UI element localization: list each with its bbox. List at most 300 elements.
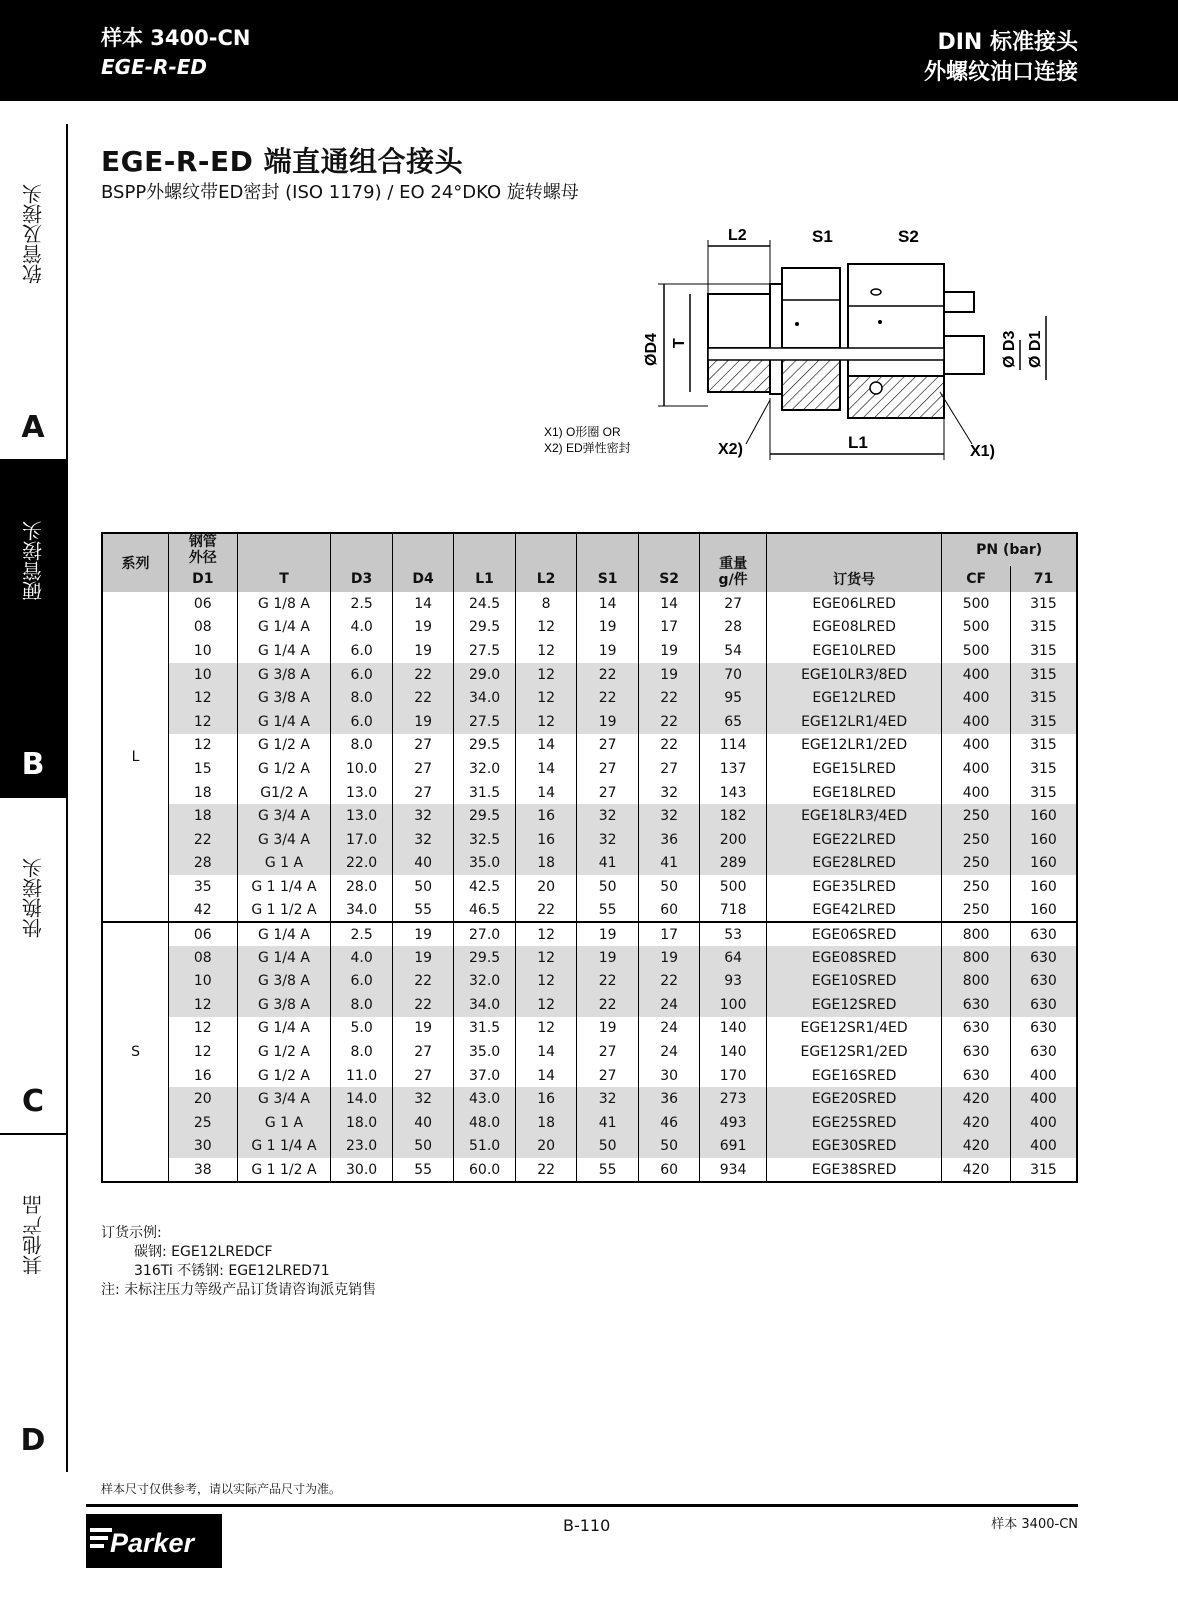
- table-cell: 18: [515, 852, 577, 876]
- table-cell: 24: [638, 993, 700, 1017]
- footer-divider: [86, 1504, 1078, 1507]
- pressure-note: 注: 未标注压力等级产品订货请咨询派克销售: [101, 1282, 377, 1298]
- order-example-carbon: 碳钢: EGE12LREDCF: [134, 1244, 273, 1260]
- col-71: 71: [1010, 566, 1077, 592]
- callout-x2: X2): [718, 441, 743, 458]
- table-cell: 34.0: [331, 899, 393, 923]
- table-cell: 630: [1010, 1017, 1077, 1041]
- table-cell: 30: [638, 1064, 700, 1088]
- table-cell: 14: [392, 592, 454, 616]
- table-row: [102, 734, 1077, 758]
- section-subtitle: 外螺纹油口连接: [923, 60, 1078, 85]
- table-row: [102, 852, 1077, 876]
- order-example-stainless: 316Ti 不锈钢: EGE12LRED71: [134, 1263, 330, 1279]
- table-cell: 70: [700, 663, 767, 687]
- table-cell: 140: [700, 1040, 767, 1064]
- table-cell: 12: [515, 663, 577, 687]
- table-cell: 12: [515, 993, 577, 1017]
- table-cell: 10: [169, 970, 238, 994]
- table-cell: 27: [392, 757, 454, 781]
- table-cell: 23.0: [331, 1135, 393, 1159]
- table-cell: G 1/2 A: [237, 1040, 331, 1064]
- table-cell: 50: [577, 875, 639, 899]
- col-l2: L2: [515, 566, 577, 592]
- table-cell: 30.0: [331, 1158, 393, 1182]
- table-cell: 24: [638, 1017, 700, 1041]
- section-title: DIN 标准接头: [937, 30, 1078, 55]
- table-cell: EGE18LRED: [766, 781, 941, 805]
- table-row: [102, 781, 1077, 805]
- table-row: [102, 1017, 1077, 1041]
- table-cell: 5.0: [331, 1017, 393, 1041]
- spec-table: [101, 532, 1078, 1183]
- table-cell: 27.5: [454, 710, 516, 734]
- table-cell: 315: [1010, 781, 1077, 805]
- table-cell: 630: [942, 1040, 1011, 1064]
- table-row: [102, 946, 1077, 970]
- table-cell: 273: [700, 1087, 767, 1111]
- table-cell: 32: [392, 804, 454, 828]
- table-cell: 27: [392, 1040, 454, 1064]
- table-cell: G1/2 A: [237, 781, 331, 805]
- table-cell: 16: [515, 1087, 577, 1111]
- footer-disclaimer: 样本尺寸仅供参考，请以实际产品尺寸为准。: [101, 1482, 342, 1496]
- table-cell: 16: [515, 804, 577, 828]
- table-cell: 400: [942, 710, 1011, 734]
- col-s1: S1: [577, 566, 639, 592]
- table-cell: 19: [577, 710, 639, 734]
- dim-d1: Ø D1: [1027, 330, 1044, 368]
- table-cell: 55: [392, 899, 454, 923]
- table-cell: 38: [169, 1158, 238, 1182]
- tab-c[interactable]: [0, 798, 66, 1135]
- col-d4: D4: [392, 566, 454, 592]
- table-cell: G 1/4 A: [237, 616, 331, 640]
- table-cell: 500: [700, 875, 767, 899]
- table-cell: 32.0: [454, 757, 516, 781]
- table-cell: 32.0: [454, 970, 516, 994]
- table-cell: 29.5: [454, 616, 516, 640]
- table-cell: 315: [1010, 734, 1077, 758]
- table-cell: 12: [169, 734, 238, 758]
- table-cell: EGE20SRED: [766, 1087, 941, 1111]
- table-cell: 493: [700, 1111, 767, 1135]
- table-cell: 12: [515, 639, 577, 663]
- table-cell: 22: [392, 663, 454, 687]
- table-cell: 60: [638, 899, 700, 923]
- table-cell: 691: [700, 1135, 767, 1159]
- table-row: [102, 592, 1077, 616]
- table-cell: 420: [942, 1087, 1011, 1111]
- table-cell: 143: [700, 781, 767, 805]
- tab-label: 快换接头: [21, 858, 46, 938]
- table-cell: 22: [392, 686, 454, 710]
- table-cell: 6.0: [331, 710, 393, 734]
- table-cell: 22: [577, 993, 639, 1017]
- table-cell: 32: [392, 1087, 454, 1111]
- table-cell: 22: [515, 899, 577, 923]
- table-cell: EGE06SRED: [766, 922, 941, 946]
- header-bar: [0, 0, 1178, 101]
- table-cell: 50: [392, 875, 454, 899]
- table-cell: 18.0: [331, 1111, 393, 1135]
- table-cell: 630: [942, 993, 1011, 1017]
- table-cell: 20: [515, 1135, 577, 1159]
- table-cell: 14: [638, 592, 700, 616]
- table-cell: EGE18LR3/4ED: [766, 804, 941, 828]
- table-cell: 55: [577, 1158, 639, 1182]
- table-cell: 22: [577, 686, 639, 710]
- table-cell: 19: [392, 639, 454, 663]
- order-example-label: 订货示例:: [101, 1225, 162, 1241]
- page-subtitle: BSPP外螺纹带ED密封 (ISO 1179) / EO 24°DKO 旋转螺母: [101, 182, 579, 203]
- dim-s1: S1: [812, 227, 833, 246]
- table-cell: EGE16SRED: [766, 1064, 941, 1088]
- col-series: 系列: [102, 533, 169, 592]
- table-cell: EGE22LRED: [766, 828, 941, 852]
- tab-letter: D: [20, 1423, 46, 1458]
- dim-s2: S2: [898, 227, 919, 246]
- table-cell: 12: [515, 970, 577, 994]
- table-cell: 18: [169, 781, 238, 805]
- table-cell: 19: [392, 922, 454, 946]
- table-cell: 14: [515, 1064, 577, 1088]
- parker-logo: [86, 1514, 222, 1568]
- table-cell: 170: [700, 1064, 767, 1088]
- table-cell: 20: [169, 1087, 238, 1111]
- table-cell: 160: [1010, 852, 1077, 876]
- table-cell: 19: [392, 616, 454, 640]
- table-cell: 8.0: [331, 1040, 393, 1064]
- tab-label: 硬管接头: [21, 521, 46, 601]
- table-cell: 42: [169, 899, 238, 923]
- table-cell: 11.0: [331, 1064, 393, 1088]
- dim-l2: L2: [728, 227, 747, 244]
- col-weight: 重量 g/件: [700, 533, 767, 592]
- table-cell: 14: [515, 734, 577, 758]
- table-cell: 4.0: [331, 616, 393, 640]
- table-cell: 50: [392, 1135, 454, 1159]
- table-cell: 29.0: [454, 663, 516, 687]
- table-cell: 19: [638, 946, 700, 970]
- table-cell: EGE12LR1/2ED: [766, 734, 941, 758]
- page-number: B-110: [563, 1516, 611, 1535]
- table-cell: 27: [577, 734, 639, 758]
- table-cell: 20: [515, 875, 577, 899]
- table-cell: 32: [638, 781, 700, 805]
- table-cell: 93: [700, 970, 767, 994]
- table-cell: 36: [638, 1087, 700, 1111]
- table-cell: G 3/4 A: [237, 828, 331, 852]
- table-cell: 29.5: [454, 946, 516, 970]
- table-cell: 46.5: [454, 899, 516, 923]
- table-cell: 37.0: [454, 1064, 516, 1088]
- table-cell: 630: [1010, 922, 1077, 946]
- table-cell: 19: [392, 946, 454, 970]
- table-cell: G 1/4 A: [237, 1017, 331, 1041]
- table-cell: 630: [942, 1064, 1011, 1088]
- table-cell: 41: [577, 852, 639, 876]
- table-cell: EGE10LRED: [766, 639, 941, 663]
- col-cf: CF: [942, 566, 1011, 592]
- table-cell: 22: [169, 828, 238, 852]
- col-d1: D1: [169, 566, 238, 592]
- table-cell: 08: [169, 946, 238, 970]
- table-cell: G 1 A: [237, 1111, 331, 1135]
- table-cell: 27: [392, 781, 454, 805]
- table-cell: 315: [1010, 757, 1077, 781]
- table-cell: 400: [942, 781, 1011, 805]
- table-cell: G 1 1/4 A: [237, 875, 331, 899]
- table-cell: 12: [169, 993, 238, 1017]
- table-cell: G 3/8 A: [237, 686, 331, 710]
- table-cell: EGE25SRED: [766, 1111, 941, 1135]
- table-cell: 500: [942, 592, 1011, 616]
- table-cell: 50: [577, 1135, 639, 1159]
- table-cell: 12: [515, 922, 577, 946]
- table-cell: EGE30SRED: [766, 1135, 941, 1159]
- table-cell: 12: [515, 616, 577, 640]
- table-cell: 35.0: [454, 1040, 516, 1064]
- table-cell: 24.5: [454, 592, 516, 616]
- table-cell: 18: [515, 1111, 577, 1135]
- table-row: [102, 875, 1077, 899]
- table-cell: G 3/4 A: [237, 1087, 331, 1111]
- table-cell: 12: [515, 686, 577, 710]
- table-cell: 16: [169, 1064, 238, 1088]
- table-cell: 630: [1010, 946, 1077, 970]
- table-cell: 420: [942, 1158, 1011, 1182]
- table-cell: 420: [942, 1135, 1011, 1159]
- table-cell: 27: [638, 757, 700, 781]
- table-cell: 19: [638, 639, 700, 663]
- table-cell: EGE10LR3/8ED: [766, 663, 941, 687]
- table-cell: 315: [1010, 616, 1077, 640]
- table-cell: G 1/2 A: [237, 1064, 331, 1088]
- table-cell: EGE12LR1/4ED: [766, 710, 941, 734]
- table-cell: 43.0: [454, 1087, 516, 1111]
- table-cell: 630: [1010, 1040, 1077, 1064]
- table-cell: 19: [392, 710, 454, 734]
- table-cell: 32: [577, 828, 639, 852]
- table-cell: 08: [169, 616, 238, 640]
- table-cell: 315: [1010, 1158, 1077, 1182]
- table-cell: 25: [169, 1111, 238, 1135]
- table-cell: 289: [700, 852, 767, 876]
- table-row: [102, 804, 1077, 828]
- table-cell: 12: [169, 1017, 238, 1041]
- table-cell: 2.5: [331, 592, 393, 616]
- fitting-drawing: [540, 220, 1070, 480]
- table-cell: 28: [169, 852, 238, 876]
- table-cell: 6.0: [331, 663, 393, 687]
- catalog-title: 样本 3400-CN: [101, 26, 251, 50]
- dim-d4: ØD4: [643, 333, 660, 366]
- table-row: [102, 828, 1077, 852]
- page-title: EGE-R-ED 端直通组合接头: [101, 145, 464, 178]
- table-cell: 42.5: [454, 875, 516, 899]
- table-cell: 19: [577, 922, 639, 946]
- table-cell: 400: [1010, 1064, 1077, 1088]
- tab-label: 其他产品: [21, 1195, 46, 1275]
- side-tabs: [0, 124, 68, 1472]
- table-cell: 2.5: [331, 922, 393, 946]
- table-cell: 420: [942, 1111, 1011, 1135]
- table-cell: 22: [638, 734, 700, 758]
- table-cell: 315: [1010, 639, 1077, 663]
- table-cell: 65: [700, 710, 767, 734]
- table-cell: 400: [942, 686, 1011, 710]
- table-cell: 51.0: [454, 1135, 516, 1159]
- table-cell: 182: [700, 804, 767, 828]
- table-cell: 46: [638, 1111, 700, 1135]
- series-cell: S: [102, 922, 169, 1182]
- table-cell: 500: [942, 639, 1011, 663]
- table-cell: 718: [700, 899, 767, 923]
- tab-letter: A: [21, 410, 45, 445]
- table-cell: 800: [942, 922, 1011, 946]
- table-cell: 32.5: [454, 828, 516, 852]
- table-cell: 36: [638, 828, 700, 852]
- table-cell: 31.5: [454, 781, 516, 805]
- table-cell: 19: [577, 946, 639, 970]
- table-cell: 29.5: [454, 804, 516, 828]
- table-cell: 32: [392, 828, 454, 852]
- footer-catalog: 样本 3400-CN: [991, 1517, 1078, 1532]
- table-cell: G 1/4 A: [237, 922, 331, 946]
- table-cell: 12: [169, 686, 238, 710]
- table-cell: 22: [638, 686, 700, 710]
- table-cell: 100: [700, 993, 767, 1017]
- table-cell: G 1 1/2 A: [237, 899, 331, 923]
- table-cell: 40: [392, 1111, 454, 1135]
- table-cell: 630: [1010, 970, 1077, 994]
- table-cell: G 1/4 A: [237, 946, 331, 970]
- table-cell: 29.5: [454, 734, 516, 758]
- order-notes: [101, 1224, 376, 1300]
- table-cell: 22: [515, 1158, 577, 1182]
- table-cell: 35.0: [454, 852, 516, 876]
- table-cell: 160: [1010, 828, 1077, 852]
- table-cell: 64: [700, 946, 767, 970]
- table-cell: 41: [577, 1111, 639, 1135]
- table-row: [102, 1111, 1077, 1135]
- tab-d[interactable]: [0, 1135, 66, 1472]
- table-cell: 16: [515, 828, 577, 852]
- table-cell: 60: [638, 1158, 700, 1182]
- table-cell: 55: [577, 899, 639, 923]
- table-cell: 28: [700, 616, 767, 640]
- table-row: [102, 616, 1077, 640]
- table-cell: 14.0: [331, 1087, 393, 1111]
- table-cell: 35: [169, 875, 238, 899]
- table-cell: 315: [1010, 686, 1077, 710]
- table-cell: 13.0: [331, 804, 393, 828]
- dim-d3: Ø D3: [1001, 330, 1018, 368]
- table-cell: 140: [700, 1017, 767, 1041]
- tab-b[interactable]: [0, 461, 66, 798]
- table-cell: EGE10SRED: [766, 970, 941, 994]
- table-row: [102, 1064, 1077, 1088]
- table-cell: 800: [942, 970, 1011, 994]
- table-cell: 400: [1010, 1135, 1077, 1159]
- table-cell: 315: [1010, 710, 1077, 734]
- table-cell: 06: [169, 592, 238, 616]
- table-row: [102, 899, 1077, 923]
- table-cell: 630: [942, 1017, 1011, 1041]
- table-cell: 160: [1010, 875, 1077, 899]
- table-cell: 22: [638, 970, 700, 994]
- table-cell: G 3/8 A: [237, 663, 331, 687]
- tab-letter: B: [21, 747, 45, 782]
- table-row: [102, 1040, 1077, 1064]
- table-cell: EGE08SRED: [766, 946, 941, 970]
- table-cell: 34.0: [454, 993, 516, 1017]
- table-cell: EGE12SR1/4ED: [766, 1017, 941, 1041]
- table-cell: 19: [577, 639, 639, 663]
- table-cell: EGE12SR1/2ED: [766, 1040, 941, 1064]
- tab-a[interactable]: [0, 124, 66, 461]
- table-cell: EGE28LRED: [766, 852, 941, 876]
- table-cell: 400: [942, 757, 1011, 781]
- table-row: [102, 757, 1077, 781]
- table-cell: G 1 1/4 A: [237, 1135, 331, 1159]
- table-cell: 4.0: [331, 946, 393, 970]
- table-cell: 22: [392, 970, 454, 994]
- table-cell: 160: [1010, 899, 1077, 923]
- table-cell: EGE06LRED: [766, 592, 941, 616]
- drawing-note-1: X1) O形圈 OR: [544, 425, 621, 439]
- table-cell: 12: [169, 1040, 238, 1064]
- series-cell: L: [102, 592, 169, 922]
- table-cell: EGE38SRED: [766, 1158, 941, 1182]
- table-cell: G 3/8 A: [237, 970, 331, 994]
- table-cell: 800: [942, 946, 1011, 970]
- table-row: [102, 1135, 1077, 1159]
- table-cell: 13.0: [331, 781, 393, 805]
- table-cell: 137: [700, 757, 767, 781]
- table-cell: G 1 A: [237, 852, 331, 876]
- table-cell: EGE42LRED: [766, 899, 941, 923]
- tab-label: 软管及接头: [21, 184, 46, 284]
- table-cell: 12: [169, 710, 238, 734]
- table-cell: 19: [577, 616, 639, 640]
- table-cell: 27.5: [454, 639, 516, 663]
- table-cell: 22: [577, 970, 639, 994]
- col-order-no: 订货号: [766, 566, 941, 592]
- table-cell: 22: [392, 993, 454, 1017]
- table-cell: G 1/4 A: [237, 639, 331, 663]
- table-cell: 400: [1010, 1087, 1077, 1111]
- table-cell: 32: [638, 804, 700, 828]
- table-cell: 10.0: [331, 757, 393, 781]
- table-cell: 400: [942, 663, 1011, 687]
- table-cell: 06: [169, 922, 238, 946]
- table-cell: G 1/4 A: [237, 710, 331, 734]
- table-cell: 8: [515, 592, 577, 616]
- table-cell: 50: [638, 875, 700, 899]
- dim-l1: L1: [848, 433, 868, 452]
- table-cell: 14: [515, 1040, 577, 1064]
- table-cell: 15: [169, 757, 238, 781]
- table-row: [102, 1087, 1077, 1111]
- table-cell: 250: [942, 852, 1011, 876]
- drawing-note-2: X2) ED弹性密封: [544, 441, 631, 455]
- table-cell: 27: [392, 1064, 454, 1088]
- table-cell: 32: [577, 1087, 639, 1111]
- table-cell: EGE15LRED: [766, 757, 941, 781]
- table-cell: 12: [515, 710, 577, 734]
